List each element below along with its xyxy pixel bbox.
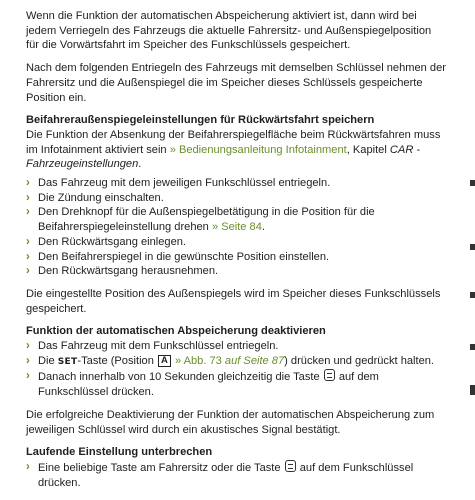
list-item	[26, 235, 446, 250]
intro-paragraph-1: Wenn die Funktion der automatischen Abspeicherung aktiviert ist, dann wird bei jedem Verriegeln des Fahrzeugs die aktuelle Fahrersitz- und Außenspiegelposition für die Vorwärtsfahrt im Speicher des Funkschlüssels gespeichert.	[26, 10, 432, 52]
step-text: ) drücken und gedrückt halten.	[284, 354, 434, 367]
arrow-right-icon: ›	[26, 370, 30, 383]
edge-fragment	[470, 244, 475, 250]
list-item	[26, 354, 446, 370]
arrow-right-icon: ›	[26, 265, 30, 278]
step-text: -Taste (Position	[77, 354, 154, 367]
section-deactivate	[26, 324, 446, 400]
fig-73-link[interactable]	[175, 355, 284, 367]
arrow-right-icon: ›	[26, 206, 30, 219]
arrow-right-icon: ›	[26, 460, 30, 473]
position-a-marker: A	[158, 355, 171, 367]
list-item	[26, 264, 446, 279]
step-end: .	[261, 221, 265, 234]
intro-comma: , Kapitel	[346, 143, 387, 156]
section-reverse-mirror	[26, 113, 446, 279]
step-text: Eine beliebige Taste am Fahrersitz oder die Taste	[38, 461, 281, 474]
arrow-right-icon: ›	[26, 250, 30, 263]
edge-fragment	[470, 180, 475, 186]
section-reverse-outro: Die eingestellte Position des Außenspiegels wird im Speicher dieses Funkschlüssels gespeichert.	[26, 287, 441, 315]
section-heading-interrupt: Laufende Einstellung unterbrechen	[26, 446, 213, 459]
set-key-label: SET	[57, 356, 78, 367]
lock-key-button-icon	[285, 460, 296, 472]
step-text: Das Fahrzeug mit dem jeweiligen Funkschlüssel entriegeln.	[38, 177, 331, 190]
arrow-right-icon: ›	[26, 354, 30, 367]
fig-link-text: » Abb. 73	[174, 354, 222, 367]
list-item	[26, 205, 446, 234]
adjacent-page-edge	[470, 0, 475, 500]
list-item	[26, 460, 446, 490]
step-text: Die Zündung einschalten.	[38, 191, 164, 204]
section-deactivate-outro: Die erfolgreiche Deaktivierung der Funktion der automatischen Abspeicherung zum jeweiligen Schlüssel wird durch ein akustisches Signal bestätigt.	[26, 408, 435, 436]
section-interrupt	[26, 445, 446, 490]
chapter-name: CAR - Fahrzeugeinstellungen	[26, 143, 421, 171]
section-reverse-intro	[26, 128, 446, 172]
list-item	[26, 369, 446, 399]
step-text: Das Fahrzeug mit dem Funkschlüssel entriegeln.	[38, 340, 279, 353]
fig-link-page: auf Seite 87	[224, 354, 285, 367]
list-item	[26, 176, 446, 191]
interrupt-steps-list	[26, 460, 446, 490]
step-text: Den Drehknopf für die Außenspiegelbetätigung in die Position für die Beifahrerspiegeleinstellung drehen	[38, 206, 375, 234]
lock-key-button-icon	[324, 369, 335, 381]
reverse-steps-list	[26, 176, 446, 279]
arrow-right-icon: ›	[26, 235, 30, 248]
arrow-right-icon: ›	[26, 340, 30, 353]
intro-text: Die Funktion der Absenkung der Beifahrerspiegelfläche beim Rückwärtsfahren muss im Infotainment aktiviert sein	[26, 128, 441, 156]
list-item	[26, 339, 446, 354]
arrow-right-icon: ›	[26, 191, 30, 204]
deactivate-steps-list	[26, 339, 446, 400]
edge-fragment	[470, 385, 475, 395]
arrow-right-icon: ›	[26, 177, 30, 190]
edge-fragment	[470, 344, 475, 350]
list-item	[26, 250, 446, 265]
step-text: Den Rückwärtsgang einlegen.	[38, 235, 187, 248]
step-text: Die	[38, 354, 55, 367]
step-text: auf dem Funkschlüssel drücken.	[38, 371, 379, 399]
manual-page	[26, 9, 446, 498]
edge-fragment	[470, 292, 475, 298]
step-text: auf dem Funkschlüssel drücken.	[38, 461, 414, 489]
step-text: Den Rückwärtsgang herausnehmen.	[38, 265, 219, 278]
list-item	[26, 191, 446, 206]
infotainment-manual-link[interactable]: » Bedienungsanleitung Infotainment	[169, 143, 347, 156]
step-text: Den Beifahrerspiegel in die gewünschte Position einstellen.	[38, 250, 330, 263]
intro-end: .	[138, 158, 142, 171]
section-heading-reverse: Beifahreraußenspiegeleinstellungen für Rückwärtsfahrt speichern	[26, 114, 375, 127]
page-84-link[interactable]: » Seite 84	[211, 221, 262, 234]
step-text: Danach innerhalb von 10 Sekunden gleichzeitig die Taste	[38, 371, 320, 384]
section-heading-deactivate: Funktion der automatischen Abspeicherung deaktivieren	[26, 325, 326, 338]
intro-paragraph-2: Nach dem folgenden Entriegeln des Fahrzeugs mit demselben Schlüssel nehmen der Fahrersitz und die Außenspiegel die im Speicher dieses Schlüssels gespeicherte Position ein.	[26, 62, 446, 104]
